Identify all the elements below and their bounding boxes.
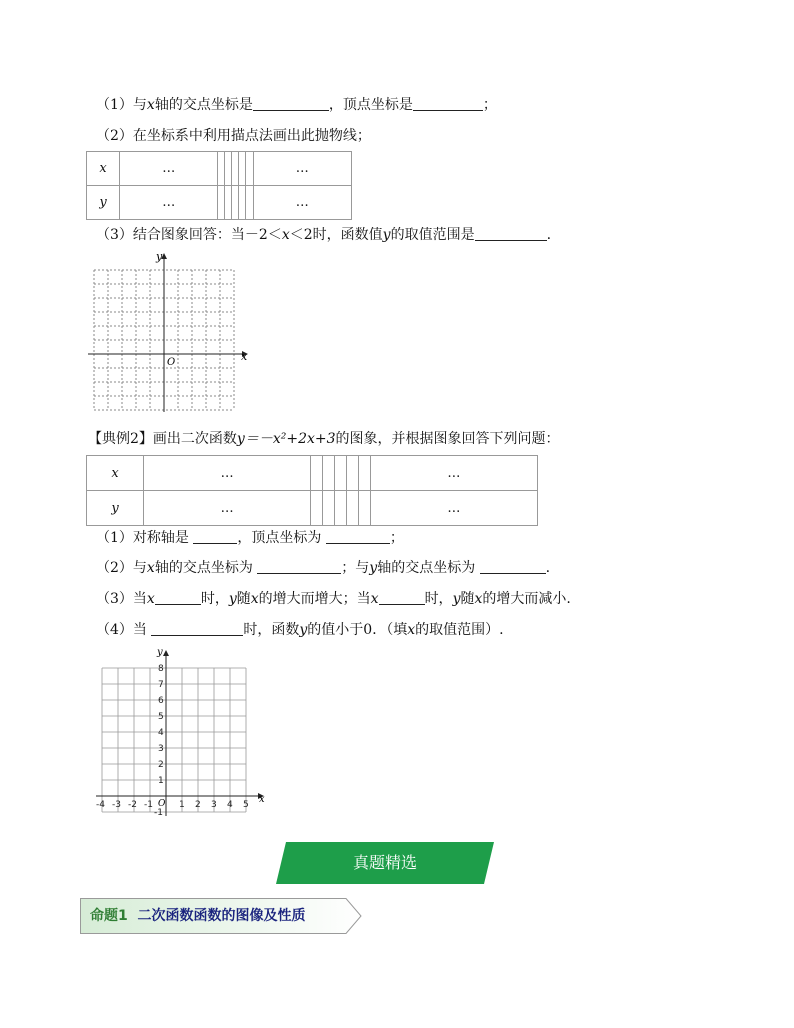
y-tick-label: 4 <box>158 728 164 738</box>
y-tick-label: 3 <box>158 744 164 754</box>
table-cell: … <box>370 456 537 491</box>
answer-blank[interactable] <box>253 96 329 111</box>
table-cell[interactable] <box>335 456 347 491</box>
y-tick-label: 2 <box>158 760 164 770</box>
x-tick-label: 5 <box>243 800 249 810</box>
section-banner <box>276 842 494 884</box>
banner-title: 真题精选 <box>352 853 417 872</box>
row-label-y: y <box>87 491 144 526</box>
proposition-number: 命题1 <box>90 908 128 924</box>
proposition-tag <box>80 898 362 934</box>
q1-part3: （3）结合图象回答：当－2＜x＜2时，函数值y的取值范围是 . <box>96 227 552 243</box>
table-cell: … <box>370 491 537 526</box>
table-cell[interactable] <box>323 456 335 491</box>
table-cell[interactable] <box>218 152 225 186</box>
table-cell[interactable] <box>346 456 358 491</box>
example2-heading: 【典例2】画出二次函数y＝－x²+2x+3的图象，并根据图象回答下列问题： <box>88 431 560 447</box>
origin-label: O <box>167 357 176 368</box>
example2-part4: （4）当 时，函数y的值小于0．（填x的取值范围）. <box>96 622 504 638</box>
example2-part3: （3）当x 时，y随x的增大而增大；当x 时，y随x的增大而减小. <box>96 591 571 607</box>
y-axis-label: y <box>156 250 163 263</box>
table-cell: … <box>253 186 352 220</box>
answer-blank[interactable] <box>155 590 201 605</box>
y-axis-label: y <box>157 647 163 658</box>
table-cell[interactable] <box>335 491 347 526</box>
row-label-y: y <box>87 186 120 220</box>
table-cell[interactable] <box>232 152 239 186</box>
grid-lines <box>102 668 246 812</box>
y-tick-label: 5 <box>158 712 164 722</box>
row-label-x: x <box>87 456 144 491</box>
table-cell[interactable] <box>311 491 323 526</box>
y-axis-arrow <box>163 650 169 656</box>
table-cell: … <box>253 152 352 186</box>
coordinate-grid-2 <box>88 644 274 820</box>
y-tick-label: 1 <box>158 776 164 786</box>
table-cell[interactable] <box>323 491 335 526</box>
table-cell[interactable] <box>232 186 239 220</box>
table-cell[interactable] <box>311 456 323 491</box>
row-label-x: x <box>87 152 120 186</box>
answer-blank[interactable] <box>480 559 546 574</box>
answer-blank[interactable] <box>151 621 243 636</box>
proposition-title: 二次函数函数的图像及性质 <box>137 908 306 924</box>
x-tick-label: 1 <box>179 800 185 810</box>
origin-label: O <box>158 799 166 809</box>
x-tick-label: 4 <box>227 800 233 810</box>
y-tick-label: 7 <box>158 680 164 690</box>
answer-blank[interactable] <box>379 590 425 605</box>
x-axis-label: x <box>241 350 248 363</box>
answer-blank[interactable] <box>326 529 390 544</box>
table-cell[interactable] <box>225 152 232 186</box>
table-cell[interactable] <box>239 186 246 220</box>
answer-blank[interactable] <box>413 96 483 111</box>
table-cell[interactable] <box>358 491 370 526</box>
table-cell[interactable] <box>218 186 225 220</box>
table-cell: … <box>120 152 218 186</box>
q1-part1: （1）与x轴的交点坐标是 ，顶点坐标是 ； <box>96 97 497 113</box>
value-table-2 <box>86 455 538 526</box>
answer-blank[interactable] <box>475 226 547 241</box>
answer-blank[interactable] <box>193 529 237 544</box>
table-cell[interactable] <box>246 186 253 220</box>
x-tick-label: 2 <box>195 800 201 810</box>
x-tick-label: -3 <box>112 800 121 810</box>
y-tick-label: -1 <box>154 808 163 818</box>
x-tick-label: 3 <box>211 800 217 810</box>
table-cell[interactable] <box>225 186 232 220</box>
table-cell[interactable] <box>246 152 253 186</box>
table-cell: … <box>144 456 311 491</box>
x-tick-label: -1 <box>144 800 153 810</box>
table-cell: … <box>144 491 311 526</box>
x-tick-label: -4 <box>96 800 105 810</box>
table-cell[interactable] <box>346 491 358 526</box>
example2-part1: （1）对称轴是 ，顶点坐标为 ； <box>96 530 404 546</box>
coordinate-grid-1 <box>84 250 254 415</box>
value-table-1 <box>86 151 352 220</box>
table-cell: … <box>120 186 218 220</box>
table-cell[interactable] <box>358 456 370 491</box>
y-tick-label: 8 <box>158 664 164 674</box>
table-cell[interactable] <box>239 152 246 186</box>
answer-blank[interactable] <box>257 559 341 574</box>
x-axis-label: x <box>259 794 265 805</box>
y-tick-label: 6 <box>158 696 164 706</box>
x-tick-label: -2 <box>128 800 137 810</box>
q1-part2: （2）在坐标系中利用描点法画出此抛物线； <box>96 128 371 144</box>
example2-part2: （2）与x轴的交点坐标为 ；与y轴的交点坐标为 . <box>96 560 551 576</box>
